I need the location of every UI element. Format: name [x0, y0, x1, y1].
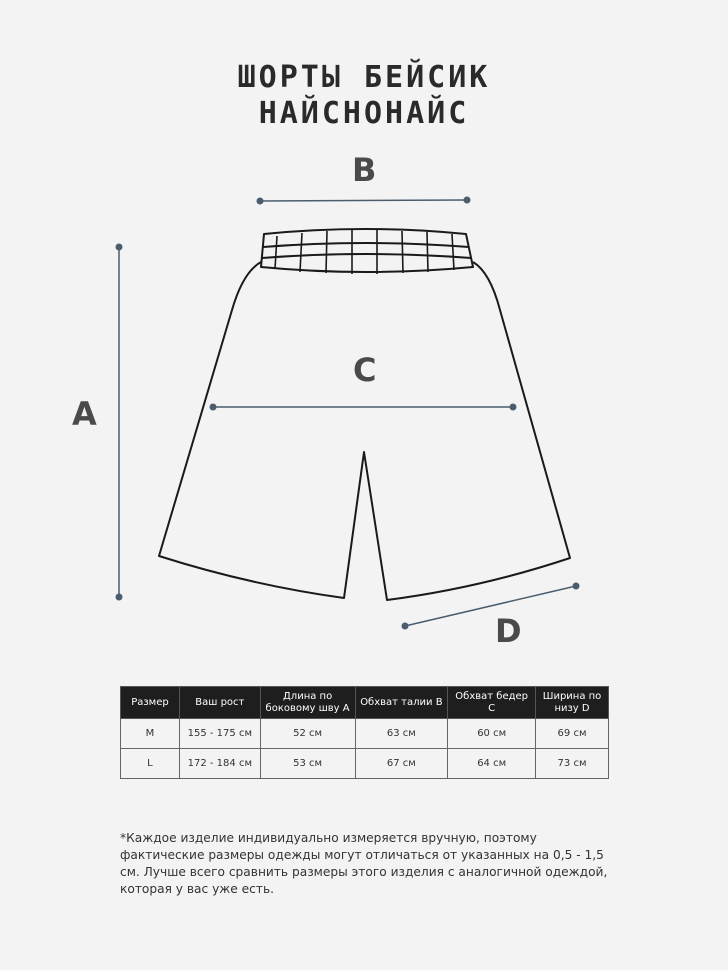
label-b: B	[352, 151, 377, 189]
table-cell: 64 см	[448, 749, 536, 779]
table-row	[121, 719, 609, 749]
table-cell: 69 см	[536, 719, 609, 749]
table-cell: M	[121, 719, 180, 749]
table-header-row	[121, 687, 609, 719]
header-side-length: Длина по боковому шву A	[260, 687, 355, 719]
table-row	[121, 749, 609, 779]
label-d: D	[495, 612, 522, 650]
table-cell: 67 см	[355, 749, 448, 779]
table-cell: 172 - 184 см	[179, 749, 260, 779]
shorts-outline	[159, 229, 570, 600]
header-hips: Обхват бедер C	[448, 687, 536, 719]
header-height: Ваш рост	[179, 687, 260, 719]
table-cell: 53 см	[260, 749, 355, 779]
dimension-line-b	[257, 197, 470, 204]
dimension-line-a	[116, 244, 122, 600]
header-hem-width: Ширина по низу D	[536, 687, 609, 719]
header-size: Размер	[121, 687, 180, 719]
dimension-line-d	[402, 583, 579, 629]
size-table	[120, 686, 609, 779]
product-title-line1: ШОРТЫ БЕЙСИК	[237, 60, 491, 95]
product-title-line2: НАЙСНОНАЙС	[258, 96, 470, 131]
table-cell: 60 см	[448, 719, 536, 749]
table-cell: 52 см	[260, 719, 355, 749]
table-cell: L	[121, 749, 180, 779]
table-cell: 63 см	[355, 719, 448, 749]
table-cell: 73 см	[536, 749, 609, 779]
label-c: C	[353, 351, 377, 389]
header-waist: Обхват талии B	[355, 687, 448, 719]
measurement-footnote: *Каждое изделие индивидуально измеряется вручную, поэтому фактические размеры одежды могут отличаться от указанных на 0,5 - 1,5 см. Лучше всего сравнить размеры этого изделия с аналогичной одеждой, которая у вас уже есть.	[120, 831, 608, 896]
table-cell: 155 - 175 см	[179, 719, 260, 749]
label-a: A	[72, 395, 97, 433]
dimension-line-c	[210, 404, 516, 410]
